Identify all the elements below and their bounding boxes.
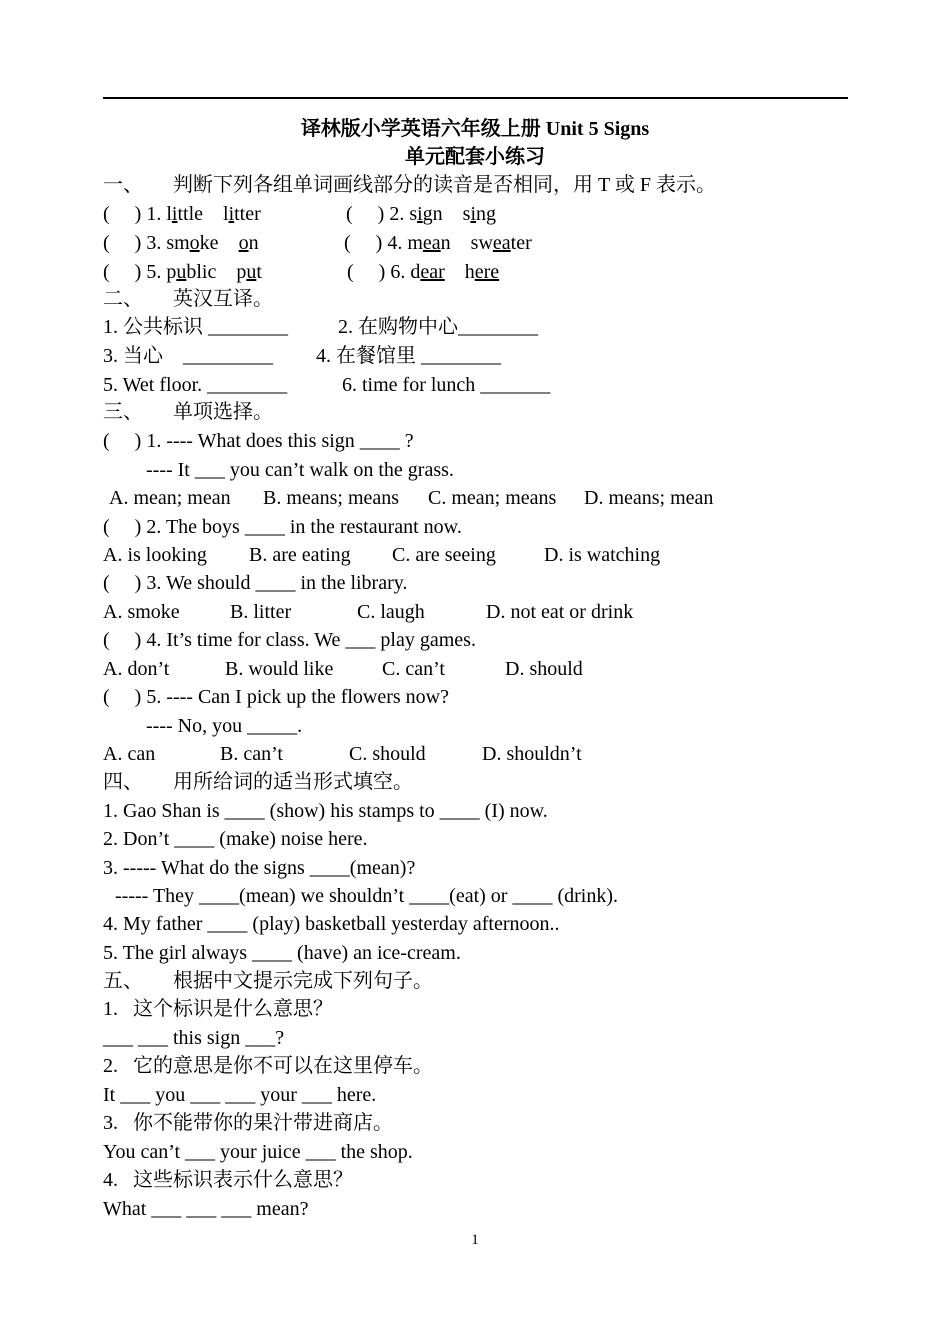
s3-q4-option-b: B. would like — [225, 658, 334, 680]
s5-prompt-2: 2. 它的意思是你不可以在这里停车。 — [103, 1055, 433, 1077]
s2-item-4: 4. 在餐馆里 ________ — [316, 345, 501, 367]
s3-q5-option-d: D. shouldn’t — [482, 743, 582, 765]
s3-q2-option-d: D. is watching — [544, 544, 661, 566]
s3-question-2: ( ) 2. The boys ____ in the restaurant now. — [103, 516, 462, 538]
s1-item-6: ( ) 6. dear here — [347, 261, 500, 283]
s5-prompt-1: 1. 这个标识是什么意思？ — [103, 998, 333, 1020]
s2-item-3: 3. 当心 _________ — [103, 345, 273, 367]
worksheet-subtitle: 单元配套小练习 — [405, 146, 545, 168]
s1-item-1: ( ) 1. little litter — [103, 203, 261, 225]
s5-answer-2: It ___ you ___ ___ your ___ here. — [103, 1084, 377, 1106]
s4-line-4: 4. My father ____ (play) basketball yesterday afternoon.. — [103, 913, 560, 935]
s4-line-2: 2. Don’t ____ (make) noise here. — [103, 828, 368, 850]
s3-q3-option-c: C. laugh — [357, 601, 425, 623]
s2-item-6: 6. time for lunch _______ — [342, 374, 551, 396]
s3-question-3: ( ) 3. We should ____ in the library. — [103, 572, 408, 594]
header-rule — [103, 97, 848, 99]
section-5-heading: 五、 根据中文提示完成下列句子。 — [103, 970, 433, 992]
worksheet-title: 译林版小学英语六年级上册 Unit 5 Signs — [300, 118, 650, 140]
s2-item-5: 5. Wet floor. ________ — [103, 374, 288, 396]
s3-q1-option-b: B. means; means — [263, 487, 400, 509]
section-4-heading: 四、 用所给词的适当形式填空。 — [103, 771, 413, 793]
s3-q3-option-b: B. litter — [230, 601, 292, 623]
s5-prompt-4: 4. 这些标识表示什么意思？ — [103, 1169, 353, 1191]
s3-q3-option-a: A. smoke — [103, 601, 180, 623]
page-number: 1 — [471, 1232, 479, 1248]
s3-q5-option-a: A. can — [103, 743, 156, 765]
s3-q4-option-a: A. don’t — [103, 658, 170, 680]
s3-q4-option-d: D. should — [505, 658, 583, 680]
section-1-heading: 一、 判断下列各组单词画线部分的读音是否相同，用 T 或 F 表示。 — [103, 174, 716, 196]
s3-q1-option-a: A. mean; mean — [109, 487, 231, 509]
s3-q1-option-d: D. means; mean — [584, 487, 714, 509]
s1-item-4: ( ) 4. mean sweater — [344, 232, 532, 254]
s1-item-5: ( ) 5. public put — [103, 261, 262, 283]
section-3-heading: 三、 单项选择。 — [103, 401, 273, 423]
s4-line-3: 3. ----- What do the signs ____(mean)? — [103, 857, 416, 879]
s4-line-1: 1. Gao Shan is ____ (show) his stamps to ____ (I) now. — [103, 800, 548, 822]
s1-item-2: ( ) 2. sign sing — [346, 203, 497, 225]
s3-q2-option-a: A. is looking — [103, 544, 207, 566]
s3-question-5: ( ) 5. ---- Can I pick up the flowers now? — [103, 686, 450, 708]
section-2-heading: 二、 英汉互译。 — [103, 288, 273, 310]
s2-item-2: 2. 在购物中心________ — [338, 316, 538, 338]
s3-question-4: ( ) 4. It’s time for class. We ___ play games. — [103, 629, 476, 651]
s1-item-3: ( ) 3. smoke on — [103, 232, 259, 254]
s3-q5-option-b: B. can’t — [220, 743, 283, 765]
s3-q4-option-c: C. can’t — [382, 658, 445, 680]
s5-prompt-3: 3. 你不能带你的果汁带进商店。 — [103, 1112, 393, 1134]
s3-q2-option-c: C. are seeing — [392, 544, 496, 566]
s3-question-1: ( ) 1. ---- What does this sign ____ ? — [103, 430, 414, 452]
s3-question-5-answer-line: ---- No, you _____. — [146, 715, 303, 737]
s2-item-1: 1. 公共标识 ________ — [103, 316, 288, 338]
s3-q5-option-c: C. should — [349, 743, 426, 765]
s4-line-5: 5. The girl always ____ (have) an ice-cream. — [103, 942, 461, 964]
s5-answer-4: What ___ ___ ___ mean? — [103, 1198, 309, 1220]
s5-answer-3: You can’t ___ your juice ___ the shop. — [103, 1141, 413, 1163]
s3-q1-option-c: C. mean; means — [428, 487, 557, 509]
s3-question-1-answer-line: ---- It ___ you can’t walk on the grass. — [146, 459, 454, 481]
s5-answer-1: ___ ___ this sign ___? — [103, 1027, 285, 1049]
s3-q3-option-d: D. not eat or drink — [486, 601, 634, 623]
s4-line-3b: ----- They ____(mean) we shouldn’t ____(eat) or ____ (drink). — [115, 885, 619, 907]
s3-q2-option-b: B. are eating — [249, 544, 351, 566]
